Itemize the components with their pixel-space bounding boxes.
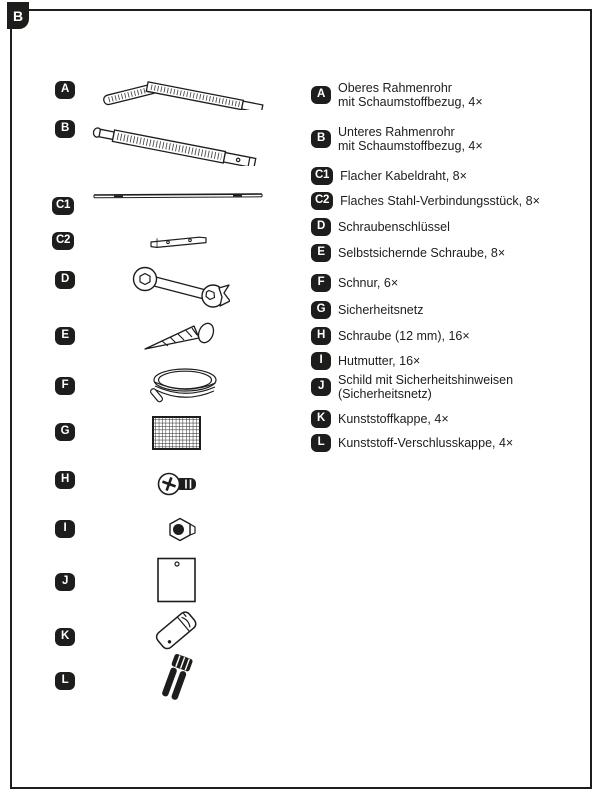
legend-badge-e: E xyxy=(311,244,331,262)
part-e-illustration xyxy=(142,321,217,353)
diagram-badge-h: H xyxy=(55,471,75,489)
legend-badge-f: F xyxy=(311,274,331,292)
diagram-badge-d: D xyxy=(55,271,75,289)
legend-item-b xyxy=(311,125,483,153)
legend-item-c1 xyxy=(311,167,467,185)
legend-label-k: Kunststoffkappe, 4× xyxy=(338,412,449,426)
legend-badge-d: D xyxy=(311,218,331,236)
section-label-badge: B xyxy=(7,2,29,29)
legend-item-i xyxy=(311,352,420,370)
legend-badge-a: A xyxy=(311,86,331,104)
part-d-illustration xyxy=(130,264,230,308)
part-i-illustration xyxy=(164,517,198,543)
diagram-badge-j: J xyxy=(55,573,75,591)
diagram-badge-i: I xyxy=(55,520,75,538)
legend-badge-g: G xyxy=(311,301,331,319)
diagram-badge-b: B xyxy=(55,120,75,138)
legend-label-b: Unteres Rahmenrohr mit Schaumstoffbezug, 4× xyxy=(338,125,483,153)
diagram-badge-f: F xyxy=(55,377,75,395)
legend-label-c1: Flacher Kabeldraht, 8× xyxy=(340,169,467,183)
diagram-badge-e: E xyxy=(55,327,75,345)
legend-label-e: Selbstsichernde Schraube, 8× xyxy=(338,246,506,260)
legend-label-f: Schnur, 6× xyxy=(338,276,399,290)
legend-label-d: Schraubenschlüssel xyxy=(338,220,450,234)
legend-label-j: Schild mit Sicherheitshinweisen (Sicherheitsnetz) xyxy=(338,373,514,401)
legend-badge-c2: C2 xyxy=(311,192,333,210)
diagram-badge-l: L xyxy=(55,672,75,690)
legend-badge-i: I xyxy=(311,352,331,370)
legend-item-j xyxy=(311,373,513,401)
part-f-illustration xyxy=(146,363,220,405)
part-c1-illustration xyxy=(92,191,264,201)
part-h-illustration xyxy=(156,470,200,500)
legend-label-l: Kunststoff-Verschlusskappe, 4× xyxy=(338,436,514,450)
diagram-badge-k: K xyxy=(55,628,75,646)
legend-label-a: Oberes Rahmenrohr mit Schaumstoffbezug, 4× xyxy=(338,81,483,109)
legend-label-h: Schraube (12 mm), 16× xyxy=(338,329,470,343)
diagram-badge-c1: C1 xyxy=(52,197,74,215)
part-b-illustration xyxy=(90,112,272,166)
legend-badge-h: H xyxy=(311,327,331,345)
legend-item-h xyxy=(311,327,470,345)
legend-item-l xyxy=(311,434,513,452)
legend-badge-l: L xyxy=(311,434,331,452)
part-k-illustration xyxy=(152,605,202,653)
diagram-badge-c2: C2 xyxy=(52,232,74,250)
diagram-badge-g: G xyxy=(55,423,75,441)
legend-badge-j: J xyxy=(311,378,331,396)
legend-badge-k: K xyxy=(311,410,331,428)
legend-item-c2 xyxy=(311,192,540,210)
diagram-badge-a: A xyxy=(55,81,75,99)
legend-label-c2: Flaches Stahl-Verbindungsstück, 8× xyxy=(340,194,540,208)
legend-item-g xyxy=(311,301,423,319)
part-l-illustration xyxy=(155,653,197,703)
legend-item-f xyxy=(311,274,398,292)
legend-badge-b: B xyxy=(311,130,331,148)
part-c2-illustration xyxy=(148,234,210,252)
legend-item-e xyxy=(311,244,505,262)
part-g-illustration xyxy=(152,416,202,450)
legend-item-a xyxy=(311,81,483,109)
legend-label-g: Sicherheitsnetz xyxy=(338,303,424,317)
legend-item-d xyxy=(311,218,450,236)
legend-badge-c1: C1 xyxy=(311,167,333,185)
part-a-illustration xyxy=(96,74,271,110)
part-j-illustration xyxy=(157,557,197,603)
legend-item-k xyxy=(311,410,449,428)
legend-label-i: Hutmutter, 16× xyxy=(338,354,421,368)
